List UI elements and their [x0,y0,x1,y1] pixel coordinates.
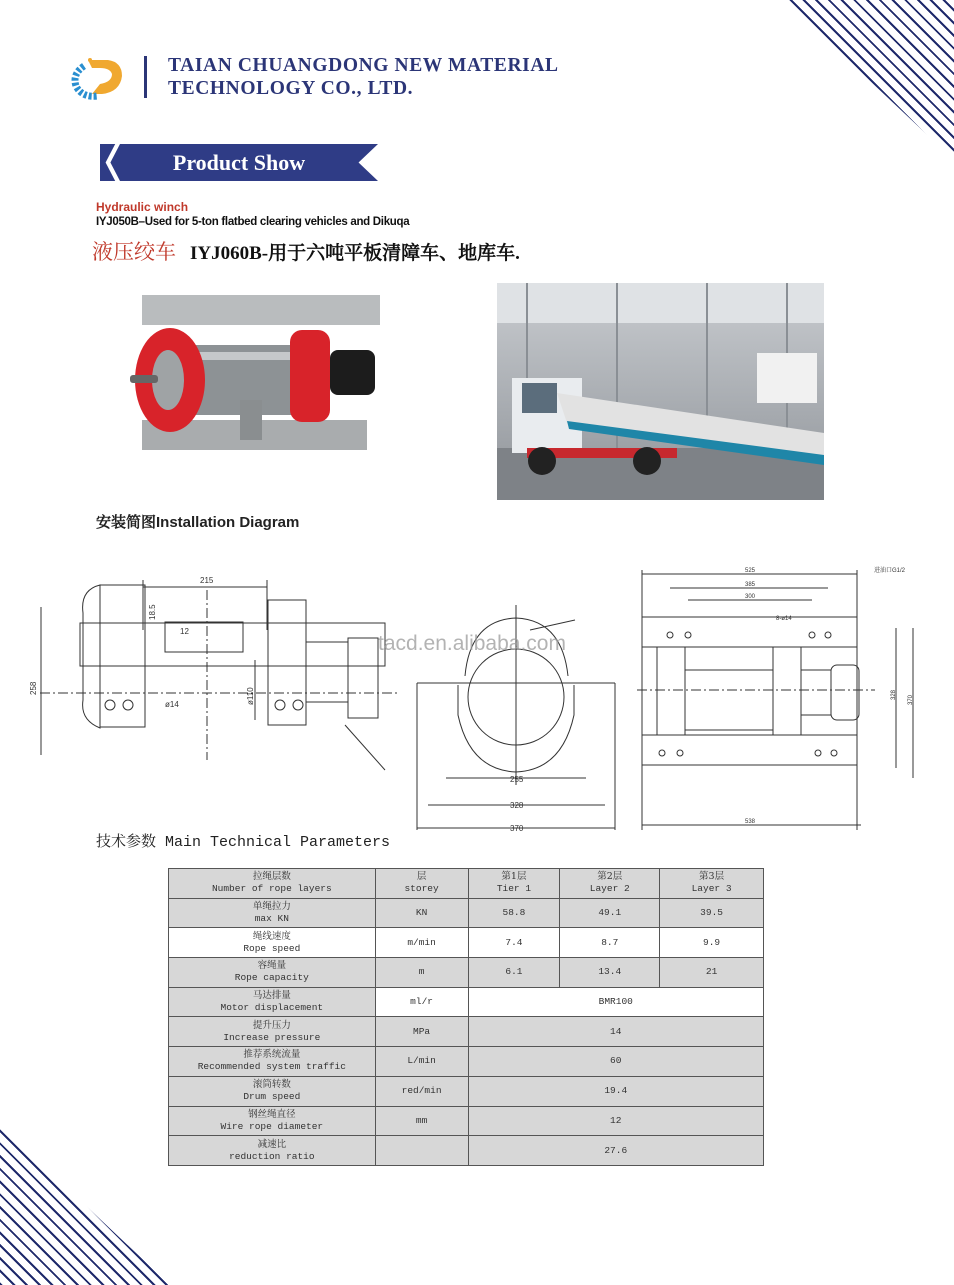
category-cn: 液压绞车 [92,240,176,264]
decorative-stripes [784,0,954,160]
col-en: Layer 2 [589,883,630,895]
parameters-heading [96,830,390,851]
label-en: Recommended system traffic [197,1061,346,1073]
table-row [169,987,764,1017]
product-title-cn [92,236,520,266]
table-row [169,1047,764,1077]
label-en: Motor displacement [220,1002,324,1014]
value: 21 [660,958,764,988]
value: 14 [468,1017,763,1047]
label-cn: 单绳拉力 [252,901,291,913]
divider [144,56,147,98]
heading-en: Main Technical Parameters [156,834,391,851]
banner-title: Product Show [172,150,306,175]
dim-370: 370 [908,694,914,705]
col-cn: 第3层 [699,871,725,883]
value: 9.9 [660,928,764,958]
label-cn: 滚筒转数 [252,1079,291,1091]
label-en: Rope speed [243,942,301,954]
unit: red/min [375,1076,468,1106]
unit: storey [404,883,439,895]
dim-370: 370 [510,824,524,833]
value: 8.7 [560,928,660,958]
label-cn: 钢丝绳直径 [248,1108,296,1120]
parameters-table [168,868,764,1166]
label-cn: 绳线速度 [252,930,291,942]
label-en: Increase pressure [223,1031,321,1043]
col-en: Tier 1 [496,883,532,895]
description-cn: IYJ060B-用于六吨平板清障车、地库车. [190,243,520,264]
tow-truck-photo [497,283,824,500]
label-cn: 提升压力 [252,1019,291,1031]
winch-product-photo [120,290,385,460]
dim-328: 328 [891,689,897,700]
side-view-drawing [40,580,400,770]
dim-12: 12 [180,627,189,636]
label-cn: 推荐系统流量 [243,1049,301,1061]
dim-d110: ø110 [246,687,255,705]
table-row [169,898,764,928]
dim-18-5: 18.5 [148,604,157,620]
dim-328: 328 [510,801,524,810]
product-description: IYJ050B–Used for 5-ton flatbed clearing vehicles and Dikuqa [96,216,410,228]
heading-cn: 技术参数 [96,832,157,850]
dim-8-d14: 8-ø14 [776,616,792,622]
unit: KN [375,898,468,928]
table-row [169,1076,764,1106]
label-en: Number of rope layers [211,883,332,895]
unit: L/min [375,1047,468,1077]
table-row [169,958,764,988]
table-row [169,1136,764,1166]
dim-300: 300 [745,594,756,600]
product-category: Hydraulic winch [96,200,189,214]
watermark: tacd.en.alibaba.com [378,632,566,655]
unit [375,1136,468,1166]
label-en: reduction ratio [229,1150,315,1162]
dim-d14: ø14 [165,700,179,709]
value: BMR100 [468,987,763,1017]
value: 27.6 [468,1136,763,1166]
label-cn: 容绳量 [257,960,287,972]
value: 13.4 [560,958,660,988]
dim-258: 258 [29,681,38,695]
label-en: Wire rope diameter [220,1120,324,1132]
value: 58.8 [468,898,560,928]
col-en: Layer 3 [691,883,732,895]
dim-215: 215 [200,576,214,585]
table-row [169,1017,764,1047]
label-en: Rope capacity [234,972,309,984]
label-cn: 减速比 [257,1138,287,1150]
installation-diagram [0,560,954,840]
unit-cn: 层 [416,871,427,883]
unit: mm [375,1106,468,1136]
company-line-1: TAIAN CHUANGDONG NEW MATERIAL [168,55,559,76]
company-name [168,54,559,100]
value: 7.4 [468,928,560,958]
unit: ml/r [375,987,468,1017]
col-cn: 第1层 [501,871,527,883]
value: 49.1 [560,898,660,928]
table-row [169,928,764,958]
col-cn: 第2层 [597,871,623,883]
unit: m [375,958,468,988]
value: 19.4 [468,1076,763,1106]
oil-inlet-label: 进油口G1/2 [874,568,906,574]
dim-385: 385 [745,582,756,588]
label-cn: 马达排量 [252,990,291,1002]
installation-heading: 安装简图Installation Diagram [96,514,300,531]
dim-538: 538 [745,819,756,825]
table-row [169,1106,764,1136]
top-view-drawing [637,570,913,830]
value: 12 [468,1106,763,1136]
label-en: Drum speed [243,1091,301,1103]
label-cn: 拉绳层数 [252,871,291,883]
company-logo [70,52,126,102]
value: 6.1 [468,958,560,988]
table-row [169,869,764,899]
company-line-2: TECHNOLOGY CO., LTD. [168,78,414,99]
decorative-stripes [0,1125,170,1285]
dim-255: 255 [510,775,524,784]
value: 60 [468,1047,763,1077]
value: 39.5 [660,898,764,928]
dim-525: 525 [745,568,756,574]
unit: MPa [375,1017,468,1047]
label-en: max KN [254,913,289,925]
unit: m/min [375,928,468,958]
